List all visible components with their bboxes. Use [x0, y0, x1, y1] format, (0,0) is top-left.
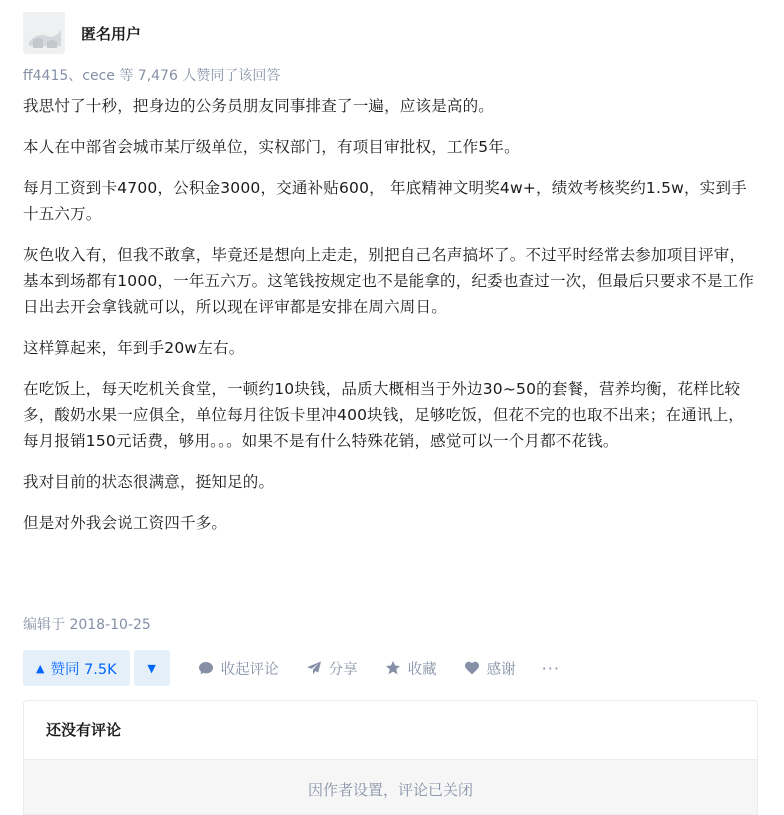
anonymous-avatar-icon[interactable]	[23, 12, 65, 54]
answer-content	[23, 93, 758, 551]
comments-panel	[23, 700, 758, 815]
content-paragraph: 但是对外我会说工资四千多。	[23, 514, 228, 532]
content-paragraph: 我思忖了十秒，把身边的公务员朋友同事排查了一遍，应该是高的。	[23, 97, 495, 115]
collect-button[interactable]	[385, 658, 437, 679]
edited-time[interactable]: 编辑于 2018-10-25	[23, 617, 151, 633]
comment-bubble-icon	[198, 660, 214, 676]
author-name[interactable]: 匿名用户	[81, 24, 142, 43]
comments-title: 还没有评论	[24, 701, 757, 760]
upvote-button[interactable]	[23, 650, 130, 686]
content-paragraph: 每月工资到卡4700，公积金3000，交通补贴600， 年底精神文明奖4w+，绩效考核奖约1.5w，实到手十五六万。	[23, 179, 747, 223]
comments-closed-notice: 因作者设置，评论已关闭	[24, 760, 757, 815]
heart-icon	[464, 660, 480, 676]
collapse-comments-label: 收起评论	[220, 661, 279, 678]
author-info	[23, 12, 141, 54]
star-icon	[385, 660, 401, 676]
thanks-label: 感谢	[486, 661, 516, 678]
paper-plane-icon	[306, 660, 322, 676]
collapse-comments-button[interactable]	[198, 658, 279, 679]
downvote-button[interactable]	[134, 650, 170, 686]
more-options-button[interactable]: ···	[541, 658, 560, 678]
content-paragraph: 在吃饭上，每天吃机关食堂，一顿约10块钱，品质大概相当于外边30~50的套餐，营养均衡，花样比较多，酸奶水果一应俱全，单位每月往饭卡里冲400块钱，足够吃饭，但花不完的也取不出来；在通讯上，每月报销150元话费，够用。。。如果不是有什么特殊花销，感觉可以一个月都不花钱。	[23, 380, 744, 450]
triangle-up-icon: ▲	[36, 661, 45, 675]
share-button[interactable]	[306, 658, 358, 679]
voters-summary[interactable]: ff4415、cece 等 7,476 人赞同了该回答	[23, 68, 281, 84]
share-label: 分享	[328, 661, 358, 678]
content-paragraph: 这样算起来，年到手20w左右。	[23, 339, 245, 357]
upvote-label: 赞同 7.5K	[50, 661, 117, 678]
action-bar	[23, 650, 560, 686]
content-paragraph: 本人在中部省会城市某厅级单位，实权部门，有项目审批权，工作5年。	[23, 138, 520, 156]
thanks-button[interactable]	[464, 658, 516, 679]
content-paragraph: 我对目前的状态很满意，挺知足的。	[23, 473, 275, 491]
triangle-down-icon: ▼	[147, 661, 156, 675]
collect-label: 收藏	[407, 661, 437, 678]
content-paragraph: 灰色收入有，但我不敢拿，毕竟还是想向上走走，别把自己名声搞坏了。不过平时经常去参加项目评审，基本到场都有1000，一年五六万。这笔钱按规定也不是能拿的，纪委也查过一次，但最后只要求不是工作日出去开会拿钱就可以，所以现在评审都是安排在周六周日。	[23, 246, 755, 316]
